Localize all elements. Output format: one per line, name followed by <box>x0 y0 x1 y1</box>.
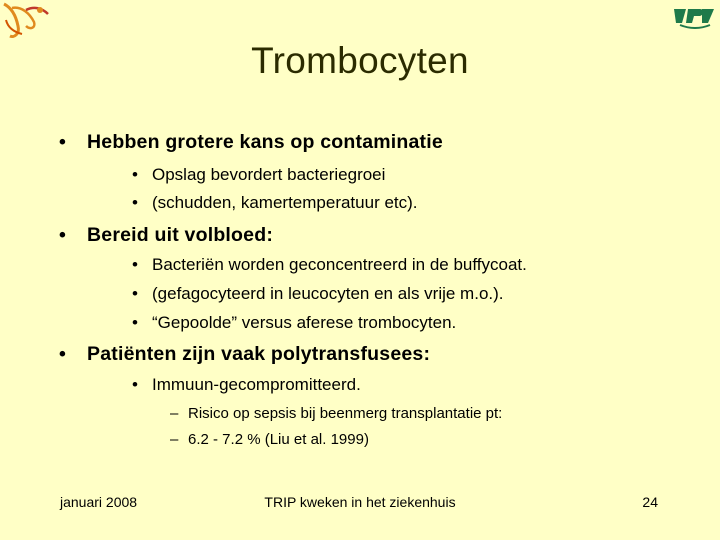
dash-marker: – <box>170 405 179 422</box>
bullet-marker: • <box>132 375 138 394</box>
bullet-marker: • <box>132 284 138 303</box>
bullet-marker: • <box>132 255 138 274</box>
footer-title: TRIP kweken in het ziekenhuis <box>264 494 456 510</box>
page-number: 24 <box>642 494 658 510</box>
bullet-marker: • <box>132 313 138 332</box>
bullet-marker: • <box>132 193 138 212</box>
dash-marker: – <box>170 431 179 448</box>
footer-date: januari 2008 <box>60 494 138 510</box>
bullet-marker: • <box>132 165 138 184</box>
bullet-marker: • <box>59 343 67 365</box>
trip-logo-icon <box>672 3 716 29</box>
slide-title: Trombocyten <box>251 40 469 81</box>
bullet-marker: • <box>59 131 67 153</box>
bullet-marker: • <box>59 224 67 246</box>
bird-logo-icon <box>0 0 54 42</box>
